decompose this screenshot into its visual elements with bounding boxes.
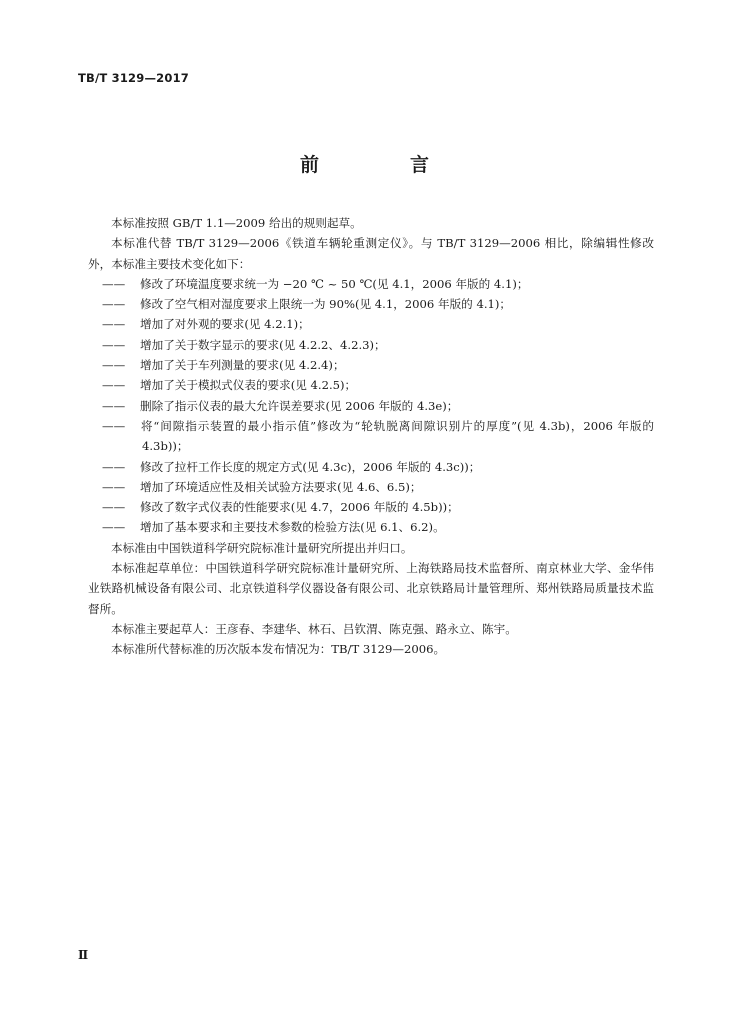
change-item [102, 457, 654, 477]
dash-marker: —— [102, 378, 126, 393]
change-item [102, 294, 654, 314]
change-item-text: 增加了环境适应性及相关试验方法要求(见 4.6、6.5)； [140, 479, 422, 494]
dash-marker: —— [102, 398, 126, 413]
change-item-text: 将“间隙指示装置的最小指示值”修改为“轮轨脱离间隙识别片的厚度”(见 4.3b)，2006 年版的 4.3b))； [140, 418, 654, 454]
paragraph-drafting-rules: 本标准按照 GB/T 1.1—2009 给出的规则起草。 [111, 216, 362, 230]
paragraph-drafters: 本标准主要起草人：王彦春、李建华、林石、吕钦渭、陈克强、路永立、陈宇。 [111, 621, 517, 636]
change-item-text: 修改了拉杆工作长度的规定方式(见 4.3c)，2006 年版的 4.3c))； [140, 459, 481, 474]
change-item [102, 477, 654, 497]
dash-marker: —— [102, 337, 126, 352]
change-item [102, 497, 654, 517]
change-item [102, 416, 654, 457]
paragraph-version-history: 本标准所代替标准的历次版本发布情况为：TB/T 3129—2006。 [111, 642, 446, 657]
page-title: 前 言 [299, 154, 465, 176]
change-item [102, 274, 654, 294]
change-item [102, 396, 654, 416]
page-number: Ⅱ [78, 948, 89, 962]
change-item-text: 增加了关于模拟式仪表的要求(见 4.2.5)； [140, 378, 357, 393]
change-item-text: 删除了指示仪表的最大允许误差要求(见 2006 年版的 4.3e)； [140, 398, 459, 413]
change-item [102, 335, 654, 355]
dash-marker: —— [102, 479, 126, 494]
dash-marker: —— [102, 276, 126, 291]
change-item-text: 修改了环境温度要求统一为 −20 ℃ ~ 50 ℃(见 4.1，2006 年版的 4.1)； [140, 276, 529, 291]
paragraph-replacement: 本标准代替 TB/T 3129—2006《铁道车辆轮重测定仪》。与 TB/T 3129—2006 相比，除编辑性修改外，本标准主要技术变化如下： [88, 236, 654, 271]
dash-marker: —— [102, 520, 126, 535]
dash-marker: —— [102, 459, 126, 474]
change-item-text: 增加了对外观的要求(见 4.2.1)； [140, 317, 310, 332]
paragraph-drafting-units: 本标准起草单位：中国铁道科学研究院标准计量研究所、上海铁路局技术监督所、南京林业大学、金华伟业铁路机械设备有限公司、北京铁道科学仪器设备有限公司、北京铁路局计量管理所、郑州铁路局质量技术监督所。 [88, 561, 654, 616]
dash-marker: —— [102, 317, 126, 332]
paragraph-proposer: 本标准由中国铁道科学研究院标准计量研究所提出并归口。 [111, 540, 413, 555]
change-item-text: 修改了数字式仪表的性能要求(见 4.7，2006 年版的 4.5b))； [140, 500, 459, 515]
change-item [102, 517, 654, 537]
dash-marker: —— [102, 358, 126, 373]
dash-marker: —— [102, 297, 126, 312]
change-item-text: 增加了基本要求和主要技术参数的检验方法(见 6.1、6.2)。 [140, 520, 445, 535]
change-item [102, 375, 654, 395]
foreword-content [88, 213, 654, 660]
standard-code-header: TB/T 3129—2017 [78, 71, 189, 85]
dash-marker: —— [102, 418, 126, 433]
change-item-text: 增加了关于车列测量的要求(见 4.2.4)； [140, 358, 345, 373]
dash-marker: —— [102, 500, 126, 515]
change-item-text: 修改了空气相对湿度要求上限统一为 90%(见 4.1，2006 年版的 4.1)； [140, 297, 512, 312]
change-item [102, 355, 654, 375]
change-item [102, 314, 654, 334]
change-item-text: 增加了关于数字显示的要求(见 4.2.2、4.2.3)； [140, 337, 386, 352]
